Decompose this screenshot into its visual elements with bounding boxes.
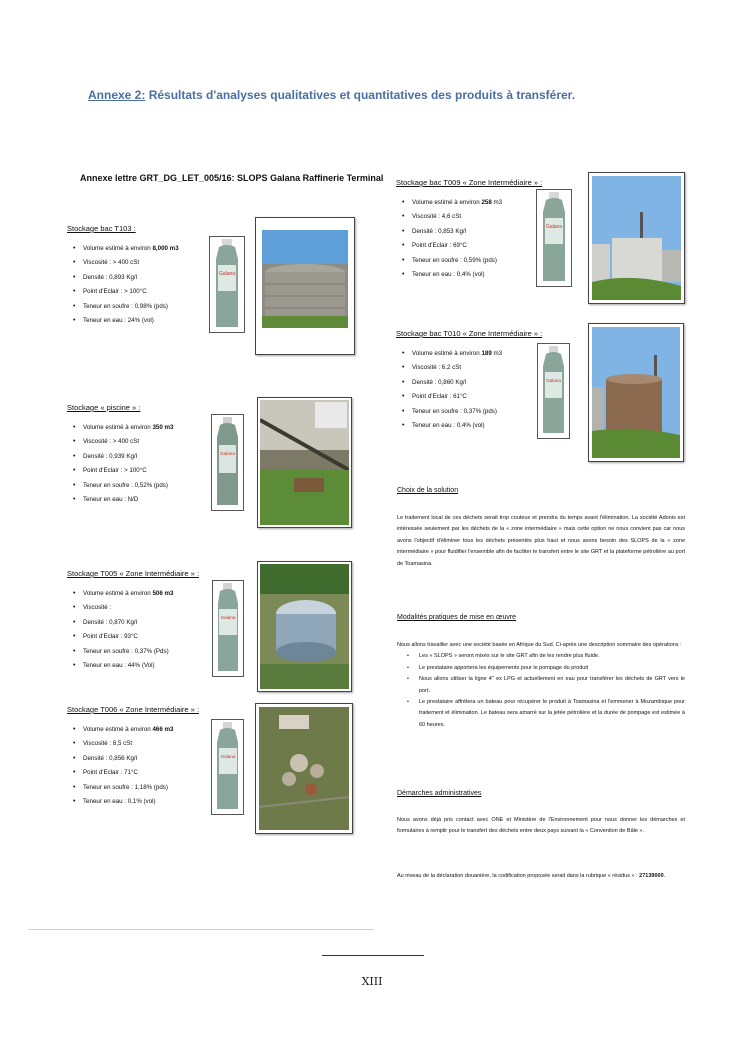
- property-item: • Teneur en eau : 24% (vol): [67, 314, 179, 328]
- annex-title-text: Résultats d'analyses qualitatives et quantitatives des produits à transférer.: [145, 88, 576, 102]
- property-item: • Viscosité : > 400 cSt: [67, 256, 179, 270]
- tank-t006-aerial-photo: [255, 703, 353, 834]
- bottle-photo: [211, 414, 244, 511]
- storage-t103: [67, 224, 179, 328]
- property-item: • Viscosité : 8,5 cSt: [67, 737, 199, 751]
- property-item: • Teneur en soufre : 0,37% (Pds): [67, 645, 199, 659]
- tank-t005-aerial-photo: [257, 561, 352, 692]
- property-item: • Point d'Eclair : 93°C: [67, 630, 199, 644]
- property-item: • Viscosité : > 400 cSt: [67, 435, 173, 449]
- letter-title: Annexe lettre GRT_DG_LET_005/16: SLOPS Galana Raffinerie Terminal: [80, 173, 384, 183]
- property-item: • Densité : 0,893 Kg/l: [67, 271, 179, 285]
- property-list: [396, 196, 542, 282]
- storage-heading: Stockage bac T010 « Zone Intermédiaire » :: [396, 329, 543, 338]
- storage-t010: [396, 329, 542, 433]
- bottle-photo: [211, 719, 244, 815]
- operations-list: [397, 651, 685, 731]
- tank-t009-photo: [588, 172, 685, 304]
- customs-code: 27139000: [639, 873, 664, 879]
- property-list: [67, 421, 173, 507]
- bottle-brand: Galana: [220, 451, 235, 456]
- property-item: • Teneur en soufre : 0,37% (pds): [396, 405, 542, 419]
- property-item: • Densité : 0,853 Kg/l: [396, 225, 542, 239]
- property-item: • Teneur en eau : 0,1% (vol): [67, 795, 199, 809]
- property-item: • Point d'Eclair : 71°C: [67, 766, 199, 780]
- property-item: • Densité : 0,939 Kg/l: [67, 450, 173, 464]
- bottle-photo: [537, 343, 570, 439]
- operation-item: • Nous allons utiliser la ligne 4'' ex LPG et actuellement en eau pour transférer les déchets de GRT vers le port.: [397, 674, 685, 697]
- property-item: • Teneur en soufre : 0,52% (pds): [67, 479, 173, 493]
- page-number: XIII: [361, 975, 383, 988]
- property-volume: • Volume estimé à environ 189 m3: [396, 347, 542, 361]
- property-item: • Densité : 0,860 Kg/l: [396, 376, 542, 390]
- property-list: [67, 723, 199, 809]
- tank-t010-photo: [588, 323, 684, 462]
- storage-t006: [67, 705, 199, 809]
- property-item: • Teneur en eau : 44% (Vol): [67, 659, 199, 673]
- tank-t103-photo: [255, 217, 355, 355]
- storage-t009: [396, 178, 542, 282]
- property-item: • Teneur en soufre : 0,59% (pds): [396, 254, 542, 268]
- property-item: • Densité : 0,856 Kg/l: [67, 752, 199, 766]
- property-item: • Viscosité : 4,6 cSt: [396, 210, 542, 224]
- bottle-brand: Galana: [220, 615, 236, 620]
- bottle-brand: Galana: [546, 378, 561, 383]
- annex-label: Annexe 2:: [88, 88, 146, 102]
- property-item: • Viscosité :: [67, 601, 199, 615]
- property-item: • Teneur en soufre : 0,98% (pds): [67, 300, 179, 314]
- property-item: • Viscosité : 6,2 cSt: [396, 361, 542, 375]
- bottle-photo: [212, 580, 244, 677]
- storage-t005: [67, 569, 199, 673]
- storage-heading: Stockage « piscine » :: [67, 403, 141, 412]
- demarches-customs: Au niveau de la déclaration douanière, la codification proposée serait dans la rubrique « résidus » : 27139000.: [397, 873, 666, 879]
- annex-title: [88, 88, 575, 102]
- property-item: • Teneur en eau : N/D: [67, 493, 173, 507]
- operation-item: • Les « SLOPS » seront mixés sur le site GRT afin de les rendre plus fluide.: [397, 651, 685, 662]
- choix-text: Le traitement local de ces déchets serait trop couteux et prendra du temps avant l'élimination. La société Adonis est intéressée seulement par les déchets de la « zone intermédiaire » mais cette option ne nous convient pas car nous avons l'objectif d'éliminer tous les déchets présentés plus haut et nous avons besoin des SLOPS de la « zone intermédiaire » pour fluidifier l'ensemble afin de faciliter le transfert entre le site GRT et la plateforme pétrolière au port de Toamasina.: [397, 515, 685, 567]
- modalites-body: [397, 640, 685, 731]
- divider: [28, 929, 374, 930]
- storage-heading: Stockage T005 « Zone Intermédiaire » :: [67, 569, 200, 578]
- modalites-intro: Nous allons travailler avec une société basée en Afrique du Sud. Ci-après une description sommaire des opérations :: [397, 642, 682, 648]
- piscine-aerial-photo: [257, 397, 352, 528]
- property-list: [67, 587, 199, 673]
- property-volume: • Volume estimé à environ 506 m3: [67, 587, 199, 601]
- demarches-heading: Démarches administratives: [397, 790, 482, 797]
- property-item: • Point d'Eclair : 69°C: [396, 239, 542, 253]
- storage-heading: Stockage bac T009 « Zone Intermédiaire » :: [396, 178, 543, 187]
- operation-item: • Le prestataire affrètera un bateau pour récupérer le produit à Toamasina et l'emmener à Mozambique pour traitement et élimination. Le bateau sera amarré sur la jetée pétrolière et la durée de pompage est estimée à 60 heures.: [397, 697, 685, 731]
- property-volume: • Volume estimé à environ 258 m3: [396, 196, 542, 210]
- property-volume: • Volume estimé à environ 466 m3: [67, 723, 199, 737]
- bottle-photo: [209, 236, 245, 333]
- bottle-photo: [536, 189, 572, 287]
- bottle-brand: Galana: [545, 224, 563, 230]
- property-volume: • Volume estimé à environ 350 m3: [67, 421, 173, 435]
- property-list: [67, 242, 179, 328]
- storage-heading: Stockage T006 « Zone Intermédiaire » :: [67, 705, 200, 714]
- property-volume: • Volume estimé à environ 8,000 m3: [67, 242, 179, 256]
- property-item: • Teneur en soufre : 1,18% (pds): [67, 781, 199, 795]
- property-item: • Point d'Eclair : > 100°C: [67, 464, 173, 478]
- footer-rule: [322, 955, 424, 956]
- choix-heading: Choix de la solution: [397, 487, 459, 494]
- property-item: • Teneur en eau : 0,4% (vol): [396, 268, 542, 282]
- property-item: • Densité : 0,870 Kg/l: [67, 616, 199, 630]
- bottle-brand: Galana: [218, 271, 236, 277]
- operation-item: • Le prestataire apportera les équipements pour le pompage du produit: [397, 663, 685, 674]
- property-item: • Point d'Eclair : > 100°C: [67, 285, 179, 299]
- demarches-text: Nous avons déjà pris contact avec ONE et Ministère de l'Environnement pour nous donner les démarches et formulaires à remplir pour le transfert des déchets entre deux pays suivant la « Convention de Bâle ».: [397, 817, 685, 835]
- property-item: • Teneur en eau : 0,4% (vol): [396, 419, 542, 433]
- storage-piscine: [67, 403, 173, 507]
- storage-heading: Stockage bac T103 :: [67, 224, 136, 233]
- property-item: • Point d'Eclair : 61°C: [396, 390, 542, 404]
- property-list: [396, 347, 542, 433]
- modalites-heading: Modalités pratiques de mise en œuvre: [397, 614, 517, 621]
- bottle-brand: Galana: [220, 754, 236, 759]
